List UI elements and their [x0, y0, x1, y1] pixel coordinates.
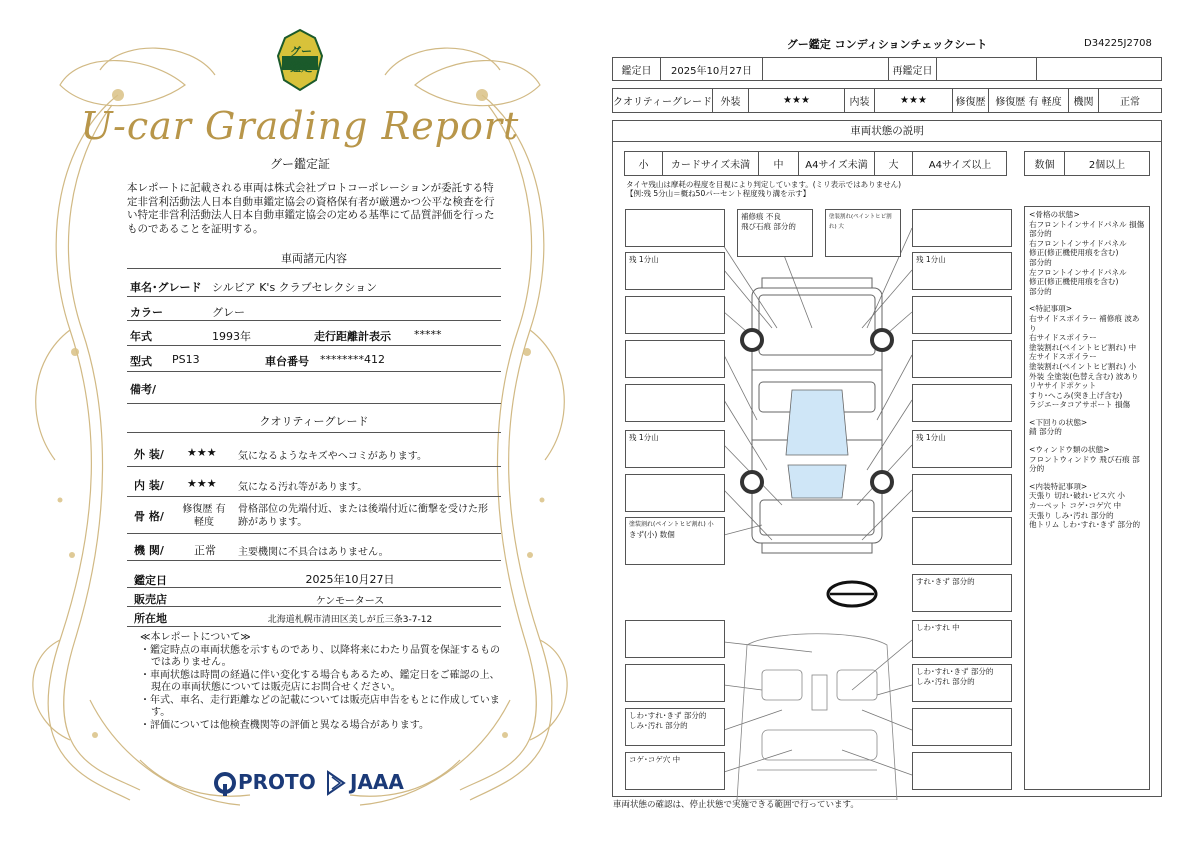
chassis-label: 車台番号 [265, 355, 309, 368]
box-front-right: 塗装割れ(ペイントヒビ割れ) 大 [825, 209, 901, 257]
grade-exterior-desc: 気になるようなキズやヘコミがあります。 [238, 451, 427, 462]
cond-heading: <下回りの状態> [1029, 417, 1088, 427]
box-int-left-1 [625, 620, 725, 658]
box-int-left-2 [625, 664, 725, 702]
quality-label: クオリティーグレード [613, 89, 713, 112]
box-right-2 [912, 296, 1012, 334]
condition-list: <骨格の状態> 右フロントインサイドパネル 損傷 部分的 右フロントインサイドパネル 修正(修正機使用痕を含む) 部分的 左フロントインサイドパネル 修正(修正機使用痕を含む) 部分的 <特記事項> 右サイドスポイラー 補修痕 波あり 右サイドスポイラー 塗装割れ(ペイントヒビ割れ) 中 左サイドスポイラー 塗装割れ(ペイントヒビ割れ) 小 外装 全塗装(色替え含む) 波あり リヤサイドポケット すり･へこみ(突き上げ含む) ラジエータコアサポート 損傷 <下回りの状態> 錆 部分的 <ウィンドウ類の状態> フロントウィンドウ 飛び石痕 部分的 <内装特記事項> 天張り 切れ･破れ･ビス穴 小 カーペット コゲ･コゲ穴 中 天張り しみ･汚れ 部分的 他トリム しわ･すれ･きず 部分的 [1024, 206, 1150, 790]
grade-frame-desc: 骨格部位の先端付近、または後端付近に衝撃を受けた形跡があります。 [238, 504, 488, 528]
grade-interior-value: ★★★ [187, 477, 217, 490]
dealer-value: ケンモータース [315, 596, 385, 607]
quality-heading: クオリティーグレード [259, 415, 369, 428]
legend-medium: 中 [759, 152, 799, 175]
box-int-seat-right: しわ･すれ･きず 部分的 しみ･汚れ 部分的 [912, 664, 1012, 702]
engine-value: 正常 [1120, 97, 1140, 108]
address-value: 北海道札幌市清田区美しが丘三条3-7-12 [267, 615, 433, 625]
interior-label: 内装 [845, 89, 875, 112]
grade-exterior-label: 外 装/ [134, 448, 164, 461]
count-legend [1024, 151, 1150, 176]
note-item: ・評価については他検査機関等の評価と異なる場合があります。 [140, 719, 429, 731]
rear-window-shape [788, 465, 846, 498]
legend-large-desc: A4サイズ以上 [928, 160, 992, 171]
legend-small-desc: カードサイズ未満 [663, 152, 759, 175]
steering-box: すれ･きず 部分的 [912, 574, 1012, 612]
box-rear-right [912, 517, 1012, 565]
grade-engine-desc: 主要機関に不具合はありません。 [238, 547, 389, 558]
exterior-label: 外装 [713, 89, 749, 112]
year-value: 1993年 [212, 330, 251, 343]
mileage-value: ***** [414, 328, 442, 341]
grade-engine-label: 機 関/ [134, 544, 164, 557]
cond-heading: <骨格の状態> [1029, 210, 1080, 219]
model-value: PS13 [172, 353, 200, 366]
year-label: 年式 [130, 330, 152, 343]
certificate-title: U-car Grading Report [80, 104, 520, 148]
sheet-title: グー鑑定 コンディションチェックシート [786, 38, 988, 51]
legend-medium-desc: A4サイズ未満 [799, 152, 875, 175]
color-value: グレー [212, 306, 245, 319]
interior-value: ★★★ [875, 89, 953, 112]
box-int-seat-left: しわ･すれ･きず 部分的 しみ･汚れ 部分的 [625, 708, 725, 746]
grade-frame-label: 骨 格/ [134, 510, 164, 523]
legend-small: 小 [625, 152, 663, 175]
grade-exterior-value: ★★★ [187, 446, 217, 459]
repair-value: 修復歴 有 軽度 [989, 89, 1069, 112]
windshield-shape [786, 390, 848, 455]
grade-interior-desc: 気になる汚れ等があります。 [238, 482, 368, 493]
condition-heading: 車両状態の説明 [612, 120, 1162, 142]
box-left-6 [625, 474, 725, 512]
sheet-doc-id: D34225J2708 [1084, 38, 1152, 49]
tire-note-1: タイヤ残山は摩耗の程度を目視により判定しています。(ミリ表示ではありません) [626, 180, 902, 189]
grade-frame-value: 修復歴 有 軽度 [182, 504, 226, 528]
remarks-label: 備考/ [130, 383, 157, 396]
engine-label: 機関 [1069, 89, 1099, 112]
tire-rr-box: 残 1分山 [912, 430, 1012, 468]
tire-rl-box: 残 1分山 [625, 430, 725, 468]
exterior-value: ★★★ [749, 89, 845, 112]
report-notes [140, 632, 500, 732]
jaaa-logo-text: JAAA [350, 770, 404, 794]
proto-logo-text: PROTO [238, 770, 316, 794]
chassis-value: ********412 [320, 353, 385, 366]
box-front-left [625, 209, 725, 247]
note-item: ・年式、車名、走行距離などの記載については販売店申告をもとに作成しています。 [140, 694, 500, 718]
note-item: ・車両状態は時間の経過に伴い変化する場合もあるため、鑑定日をご確認の上、現在の車両状態については販売店にお問合せください。 [140, 669, 500, 693]
box-left-3 [625, 340, 725, 378]
date-row [612, 57, 1162, 81]
cond-heading: <ウィンドウ類の状態> [1029, 445, 1110, 455]
cond-heading: <内装特記事項> [1029, 481, 1088, 491]
tire-fr-box: 残 1分山 [912, 252, 1012, 290]
tire-fl-box: 残 1分山 [625, 252, 725, 290]
appraisal-date-value: 2025年10月27日 [305, 573, 395, 586]
dealer-label: 販売店 [134, 593, 167, 606]
certificate-intro: 本レポートに記載される車両は株式会社プロトコーポレーションが委託する特定非営利活動法人日本自動車鑑定協会の資格保有者が厳選かつ公平な検査を行い特定非営利活動法人日本自動車鑑定協会の定める基準にて品質評価を行ったものであることを証明する。 [127, 182, 495, 235]
legend-count-desc: 2個以上 [1088, 160, 1126, 171]
car-name-value: シルビア K's クラブセレクション [212, 281, 378, 294]
mileage-label: 走行距離計表示 [314, 330, 391, 343]
note-item: ・鑑定時点の車両状態を示すものであり、以降将来にわたり品質を保証するものではありません。 [140, 644, 500, 668]
box-int-right-3 [912, 708, 1012, 746]
box-front-center: 補修痕 不良 飛び石痕 部分的 [737, 209, 813, 257]
cond-heading: <特記事項> [1029, 304, 1073, 314]
specs-heading: 車両諸元内容 [281, 252, 347, 265]
box-left-2 [625, 296, 725, 334]
quality-row [612, 88, 1162, 113]
repair-label: 修復歴 [953, 89, 989, 112]
box-rear-left: 塗装割れ(ペイントヒビ割れ) 小 きず(小) 数個 [625, 517, 725, 565]
reappraisal-label: 再鑑定日 [889, 58, 937, 80]
legend-count: 数個 [1025, 152, 1065, 175]
box-right-4 [912, 384, 1012, 422]
badge-label: グー鑑定 [290, 45, 312, 74]
reappraisal-value [937, 58, 1037, 80]
box-right-3 [912, 340, 1012, 378]
jaaa-logo-icon [326, 770, 346, 796]
date-label: 鑑定日 [613, 58, 661, 80]
sheet-footer: 車両状態の確認は、停止状態で実施できる範囲で行っています。 [613, 800, 859, 810]
steering-wheel-icon [828, 582, 876, 606]
proto-logo-icon [214, 772, 236, 796]
box-int-floor: コゲ･コゲ穴 中 [625, 752, 725, 790]
grade-engine-value: 正常 [194, 544, 216, 557]
date-value: 2025年10月27日 [661, 58, 763, 80]
appraisal-date-label: 鑑定日 [134, 574, 167, 587]
box-front-far-right [912, 209, 1012, 247]
size-legend [624, 151, 1007, 176]
box-int-front-right: しわ･すれ 中 [912, 620, 1012, 658]
address-label: 所在地 [134, 612, 167, 625]
grade-interior-label: 内 装/ [134, 479, 164, 492]
notes-heading: ≪本レポートについて≫ [140, 632, 251, 643]
box-left-4 [625, 384, 725, 422]
car-name-label: 車名･グレード [130, 281, 202, 294]
tire-note-2: 【例:残 5分山＝概ね50パーセント程度残り溝を示す】 [626, 189, 811, 198]
box-right-6 [912, 474, 1012, 512]
model-label: 型式 [130, 355, 152, 368]
box-int-right-4 [912, 752, 1012, 790]
color-label: カラー [130, 306, 163, 319]
certificate-name: グー鑑定証 [269, 157, 330, 171]
legend-large: 大 [875, 152, 913, 175]
